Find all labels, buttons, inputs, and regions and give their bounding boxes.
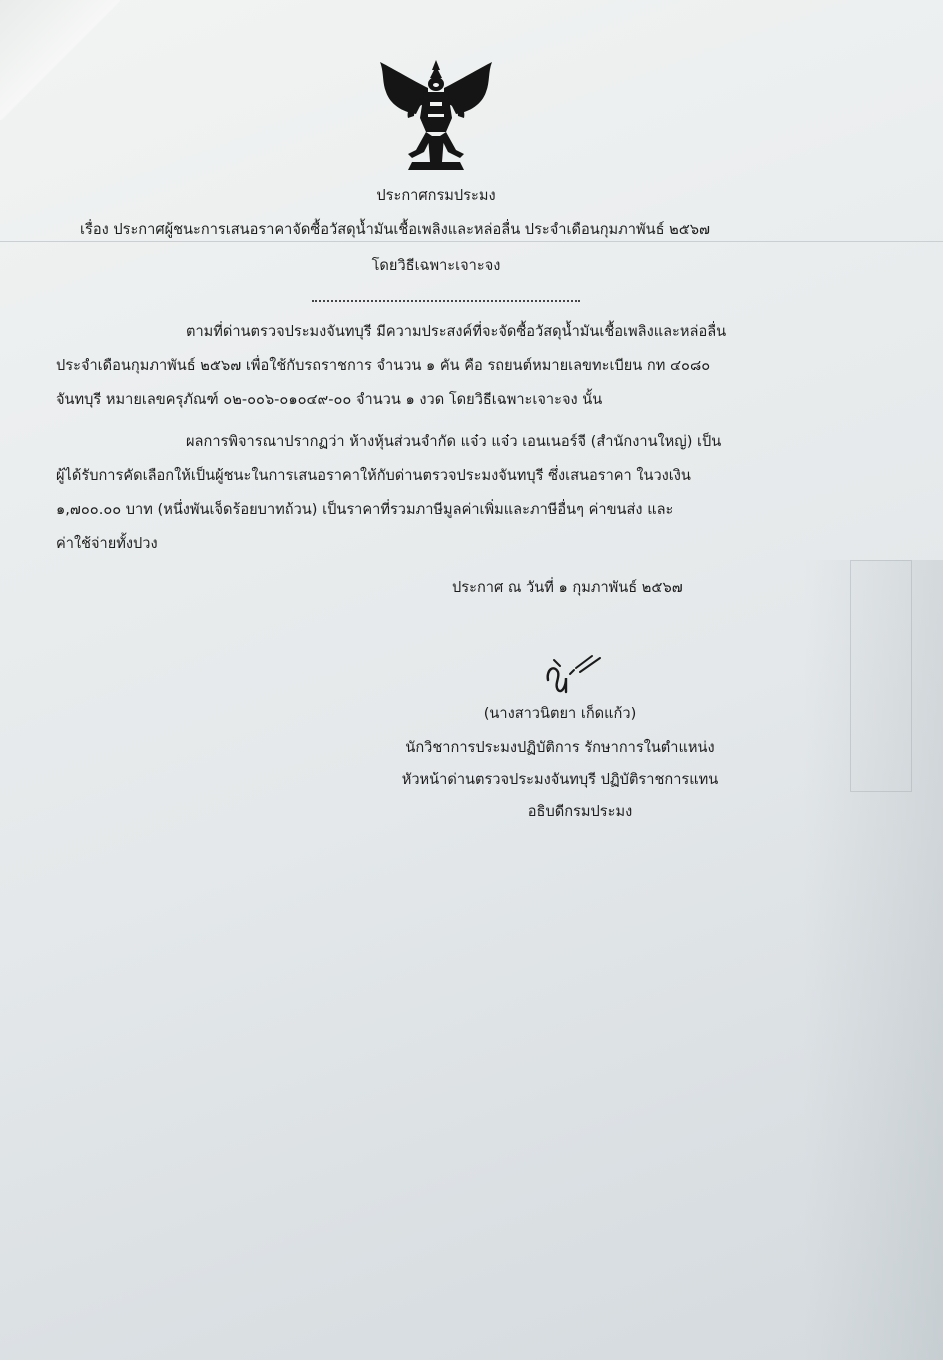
dotted-separator	[312, 292, 580, 302]
show-through-box	[850, 560, 912, 792]
paragraph-1-line-1: ตามที่ด่านตรวจประมงจันทบุรี มีความประสงค์ที่จะจัดซื้อวัสดุน้ำมันเชื้อเพลิงและหล่อลื่น	[186, 323, 727, 340]
signatory-position-2: หัวหน้าด่านตรวจประมงจันทบุรี ปฏิบัติราชการแทน	[401, 771, 719, 788]
paragraph-1-line-3: จันทบุรี หมายเลขครุภัณฑ์ ๐๒-๐๐๖-๐๑๐๔๙-๐๐ จำนวน ๑ งวด โดยวิธีเฉพาะเจาะจง นั้น	[56, 391, 603, 408]
paragraph-2-line-2: ผู้ได้รับการคัดเลือกให้เป็นผู้ชนะในการเสนอราคาให้กับด่านตรวจประมงจันทบุรี ซึ่งเสนอราคา ในวงเงิน	[56, 467, 691, 484]
procurement-method: โดยวิธีเฉพาะเจาะจง	[371, 257, 501, 274]
announcement-title: ประกาศกรมประมง	[376, 187, 496, 204]
signatory-name: (นางสาวนิตยา เก็ดแก้ว)	[483, 705, 637, 722]
signatory-position-1: นักวิชาการประมงปฏิบัติการ รักษาการในตำแหน่ง	[405, 739, 715, 756]
paragraph-2-line-4: ค่าใช้จ่ายทั้งปวง	[56, 535, 158, 552]
announcement-subject: เรื่อง ประกาศผู้ชนะการเสนอราคาจัดซื้อวัสดุน้ำมันเชื้อเพลิงและหล่อลื่น ประจำเดือนกุมภาพันธ์ ๒๕๖๗	[80, 221, 711, 238]
paper-edge-line	[0, 241, 943, 242]
paragraph-1-line-2: ประจำเดือนกุมภาพันธ์ ๒๕๖๗ เพื่อใช้กับรถราชการ จำนวน ๑ คัน คือ รถยนต์หมายเลขทะเบียน กท ๔๐๘๐	[56, 357, 711, 374]
paragraph-2-line-3: ๑,๗๐๐.๐๐ บาท (หนึ่งพันเจ็ดร้อยบาทถ้วน) เป็นราคาที่รวมภาษีมูลค่าเพิ่มและภาษีอื่นๆ ค่าขนส่ง และ	[56, 501, 674, 518]
garuda-emblem-icon	[372, 58, 500, 176]
paragraph-2-line-1: ผลการพิจารณาปรากฏว่า ห้างหุ้นส่วนจำกัด แจ๋ว แจ๋ว เอนเนอร์จี (สำนักงานใหญ่) เป็น	[186, 433, 722, 450]
announce-date: ประกาศ ณ วันที่ ๑ กุมภาพันธ์ ๒๕๖๗	[452, 579, 683, 596]
page-fold	[0, 0, 120, 120]
handwritten-signature	[540, 650, 610, 700]
signatory-position-3: อธิบดีกรมประมง	[527, 803, 633, 820]
